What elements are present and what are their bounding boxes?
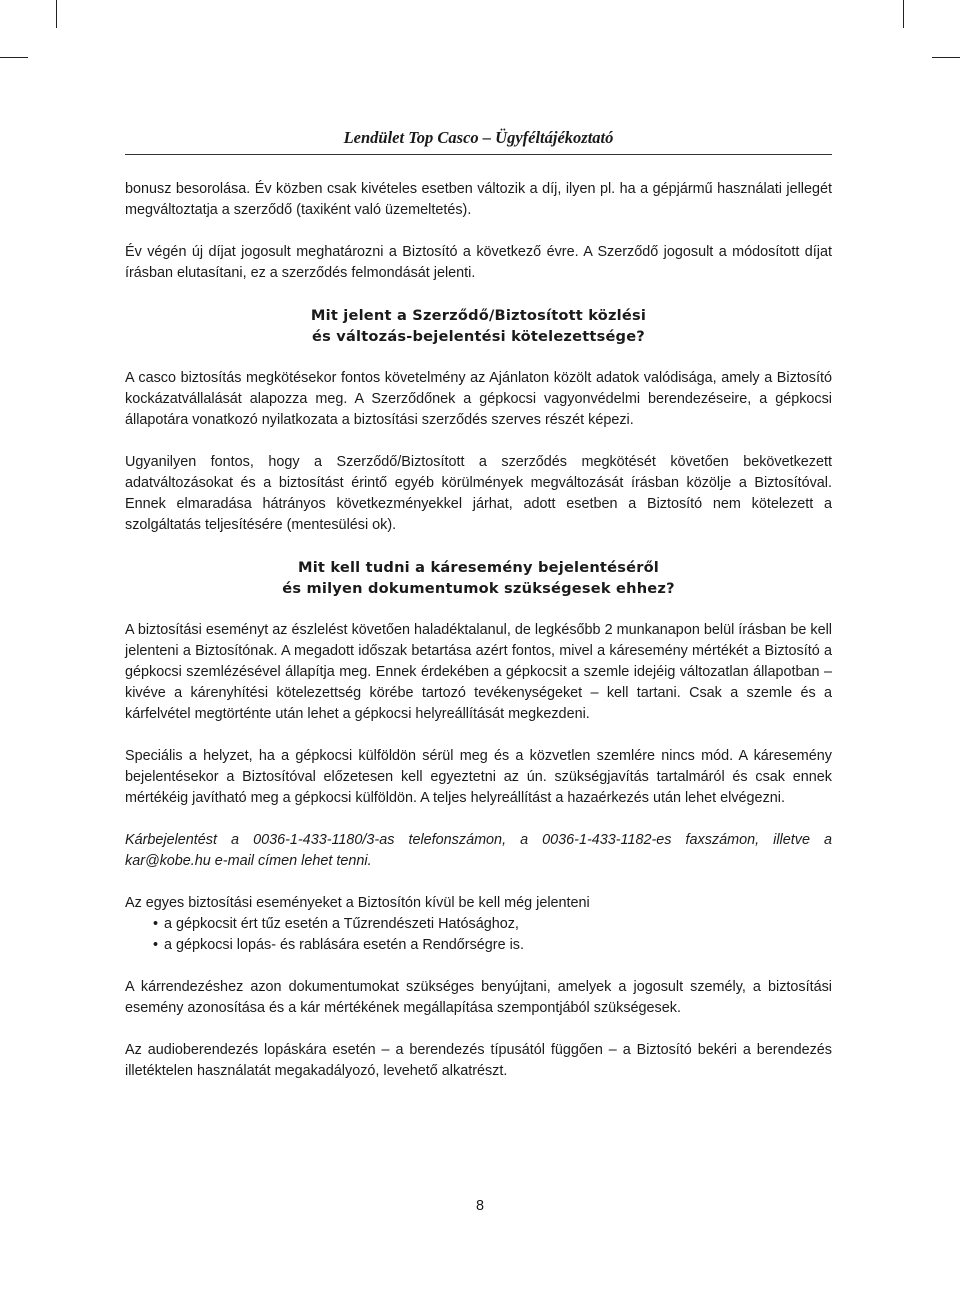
page-body [125,179,832,1103]
paragraph: Az egyes biztosítási eseményeket a Biztosítón kívül be kell még jelenteni [125,895,590,911]
crop-mark-top-left [56,0,57,28]
crop-mark-right-top [932,57,960,58]
section-heading-disclosure [125,305,832,347]
paragraph: A kárrendezéshez azon dokumentumokat szükséges benyújtani, amelyek a jogosult személy, a biztosítási esemény azonosítása és a kár mértékének megállapítása szempontjából szükségesek. [125,979,832,1016]
running-header: Lendület Top Casco – Ügyféltájékoztató [343,128,614,147]
paragraph: A biztosítási eseményt az észlelést követően haladéktalanul, de legkésőbb 2 munkanapon belül írásban be kell jelenteni a Biztosítónak. A megadott időszak betartása azért fontos, mivel a káresemény mértékét a Biztosító a gépkocsi szemlézésével állapítja meg. Ennek érdekében a gépkocsit a szemle idejéig változatlan állapotban – kivéve a kárenyhítési kötelezettség körébe tartozó tevékenységeket – kell tartani. Csak a szemle és a kárfelvétel megtörténte után lehet a gépkocsi helyreállítását megkezdeni. [125,622,832,722]
paragraph: Ugyanilyen fontos, hogy a Szerződő/Biztosított a szerződés megkötését követően bekövetkezett adatváltozásokat és a biztosítást érintő egyéb körülmények megváltozását írásban közölje a Biztosítóval. Ennek elmaradása hátrányos következményekkel járhat, adott esetben a Biztosító nem kötelezett a szolgáltatás teljesítésére (mentesülési ok). [125,454,832,533]
paragraph: Az audioberendezés lopáskára esetén – a berendezés típusától függően – a Biztosító bekéri a berendezés illetéktelen használatát megakadályozó, levehető alkatrészt. [125,1042,832,1079]
heading-line: és változás-bejelentési kötelezettsége? [312,328,645,345]
page-number: 8 [475,1198,484,1214]
paragraph: bonusz besorolása. Év közben csak kivételes esetben változik a díj, ilyen pl. ha a gépjármű használati jellegét megváltoztatja a szerződő (taxiként való üzemeltetés). [125,181,832,218]
crop-mark-left-top [0,57,28,58]
list-item: • a gépkocsit ért tűz esetén a Tűzrendészeti Hatósághoz, [153,914,832,935]
list-item: • a gépkocsi lopás- és rablására esetén a Rendőrségre is. [153,935,832,956]
header-divider [125,154,832,155]
heading-line: Mit jelent a Szerződő/Biztosított közlési [310,307,647,324]
crop-mark-top-right [903,0,904,28]
authorities-block [125,893,832,956]
paragraph: A casco biztosítás megkötésekor fontos követelmény az Ajánlaton közölt adatok valódisága, amely a Biztosító kockázatvállalását alapozza meg. A Szerződőnek a gépkocsi vagyonvédelmi berendezéseire, a gépkocsi állapotára vonatkozó nyilatkozata a biztosítási szerződés szerves részét képezi. [125,370,832,428]
paragraph: Év végén új díjat jogosult meghatározni a Biztosító a következő évre. A Szerződő jogosult a módosított díjat írásban elutasítani, ez a szerződés felmondását jelenti. [125,244,832,281]
paragraph: Speciális a helyzet, ha a gépkocsi külföldön sérül meg és a közvetlen szemlére nincs mód. A káresemény bejelentésekor a Biztosítóval előzetesen kell egyeztetni az ún. szükségjavítás tartalmáról és csak ennek mértékéig javítható meg a gépkocsi külföldön. A teljes helyreállítást a hazaérkezés után lehet elvégezni. [125,748,832,806]
authorities-list [125,914,832,956]
heading-line: és milyen dokumentumok szükségesek ehhez? [282,580,675,597]
claim-contact-paragraph: Kárbejelentést a 0036-1-433-1180/3-as telefonszámon, a 0036-1-433-1182-es faxszámon, illetve a kar@kobe.hu e-mail címen lehet tenni. [125,832,832,869]
section-heading-claims [125,557,832,599]
heading-line: Mit kell tudni a káresemény bejelentéséről [297,559,660,576]
